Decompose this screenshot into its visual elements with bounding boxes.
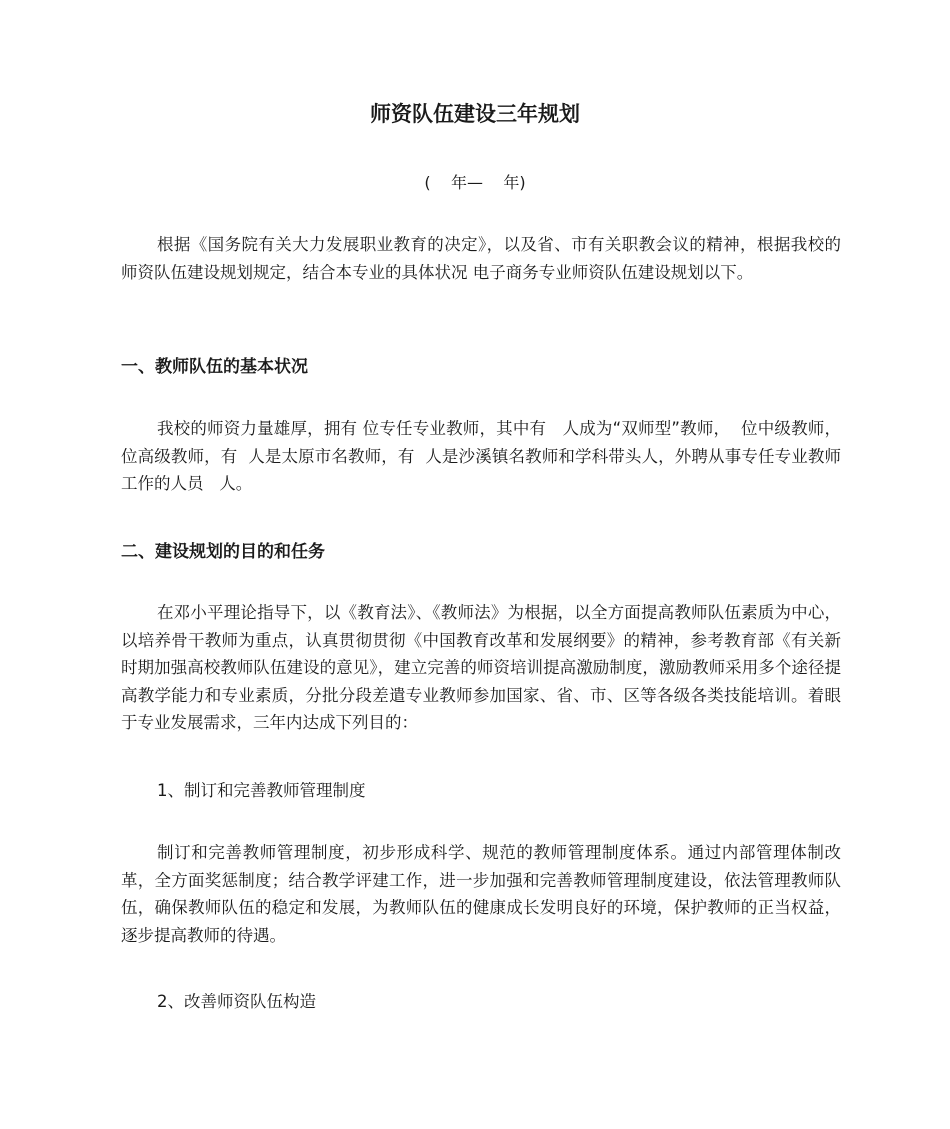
year-range: ( 年— 年) xyxy=(424,173,526,192)
item1-paragraph: 制订和完善教师管理制度，初步形成科学、规范的教师管理制度体系。通过内部管理体制改革，全方面奖惩制度；结合教学评建工作，进一步加强和完善教师管理制度建设，依法管理教师队伍，确保教师队伍的稳定和发展，为教师队伍的健康成长发明良好的环境，保护教师的正当权益，逐步提高教师的待遇。 xyxy=(121,843,841,945)
document-subtitle xyxy=(0,170,950,193)
section2-paragraph: 在邓小平理论指导下，以《教育法》、《教师法》为根据，以全方面提高教师队伍素质为中心，以培养骨干教师为重点，认真贯彻贯彻《中国教育改革和发展纲要》的精神，参考教育部《有关新时期加强高校教师队伍建设的意见》，建立完善的师资培训提高激励制度，激励教师采用多个途径提高教学能力和专业素质，分批分段差遣专业教师参加国家、省、市、区等各级各类技能培训。着眼于专业发展需求，三年内达成下列目的： xyxy=(121,603,841,732)
document-title: 师资队伍建设三年规划 xyxy=(370,102,580,126)
section2-heading: 二、建设规划的目的和任务 xyxy=(121,542,325,562)
section2-paragraph-block xyxy=(121,599,841,737)
item1-paragraph-block xyxy=(121,839,841,949)
intro-paragraph: 根据《国务院有关大力发展职业教育的决定》，以及省、市有关职教会议的精神，根据我校的师资队伍建设规划规定，结合本专业的具体状况 电子商务专业师资队伍建设规划以下。 xyxy=(121,235,841,282)
section1-paragraph: 我校的师资力量雄厚，拥有 位专任专业教师，其中有 人成为“双师型”教师， 位中级教师， 位高级教师，有 人是太原市名教师，有 人是沙溪镇名教师和学科带头人，外聘从事专任专业教师工作的人员 人。 xyxy=(121,419,857,493)
item2-label: 2、改善师资队伍构造 xyxy=(157,992,316,1011)
section1-heading: 一、教师队伍的基本状况 xyxy=(121,357,308,377)
section1-paragraph-block xyxy=(121,415,857,498)
intro-paragraph-block xyxy=(121,231,841,286)
item1-label: 1、制订和完善教师管理制度 xyxy=(157,781,366,800)
